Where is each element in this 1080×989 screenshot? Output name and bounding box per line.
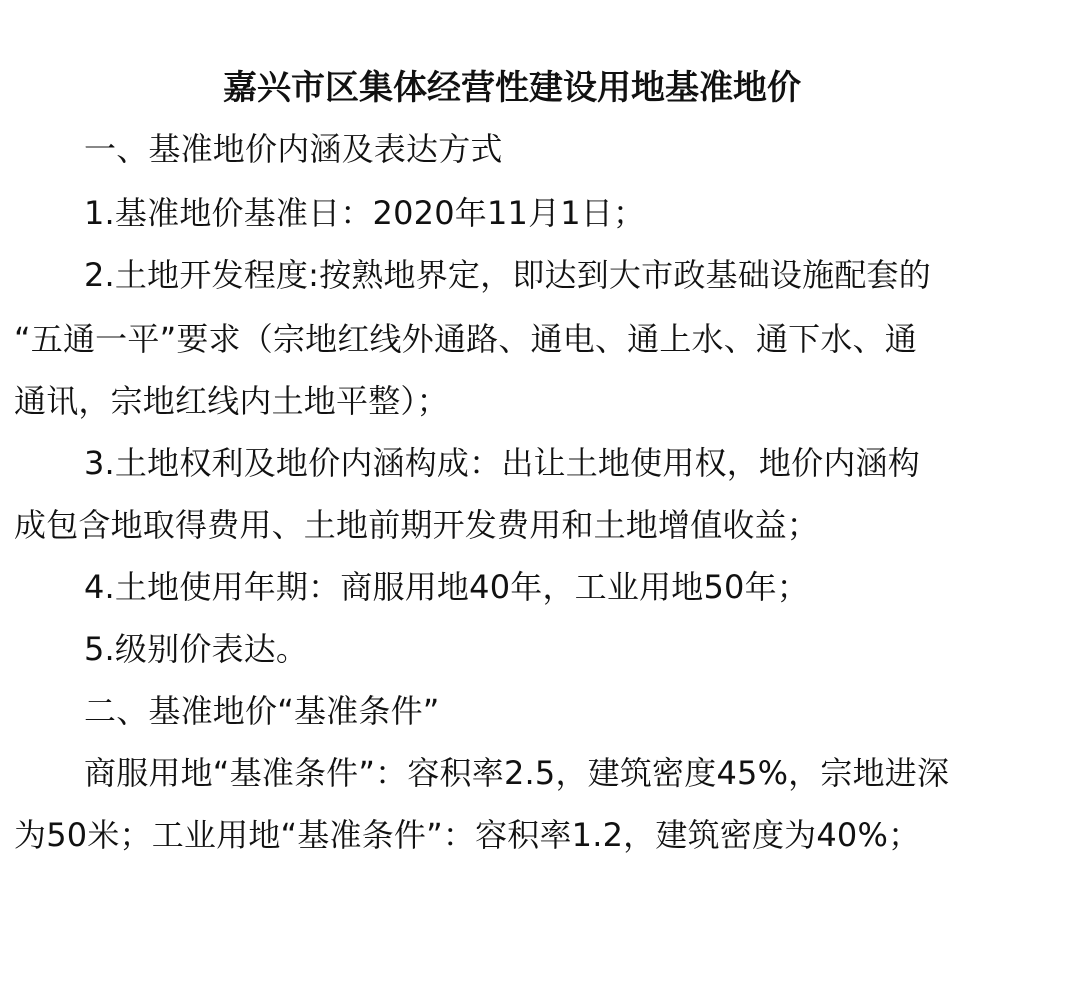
paragraph-line: 4.土地使用年期：商服用地40年，工业用地50年； — [84, 568, 809, 606]
document-title: 嘉兴市区集体经营性建设用地基准地价 — [223, 68, 801, 108]
paragraph-line: 为50米；工业用地“基准条件”：容积率1.2，建筑密度为40%； — [14, 816, 921, 854]
paragraph-line: 2.土地开发程度:按熟地界定，即达到大市政基础设施配套的 — [84, 256, 931, 294]
paragraph-line: 5.级别价表达。 — [84, 630, 309, 668]
paragraph-line: 成包含地取得费用、土地前期开发费用和土地增值收益； — [14, 506, 820, 544]
paragraph-line: 通讯，宗地红线内土地平整）； — [14, 382, 449, 420]
paragraph-line: “五通一平”要求（宗地红线外通路、通电、通上水、通下水、通 — [14, 320, 917, 358]
paragraph-line: 3.土地权利及地价内涵构成：出让土地使用权，地价内涵构 — [84, 444, 920, 482]
paragraph-line: 1.基准地价基准日：2020年11月1日； — [84, 194, 646, 232]
paragraph-line: 商服用地“基准条件”：容积率2.5，建筑密度45%，宗地进深 — [84, 754, 950, 792]
section-heading-2: 二、基准地价“基准条件” — [84, 692, 440, 730]
section-heading-1: 一、基准地价内涵及表达方式 — [84, 130, 503, 168]
